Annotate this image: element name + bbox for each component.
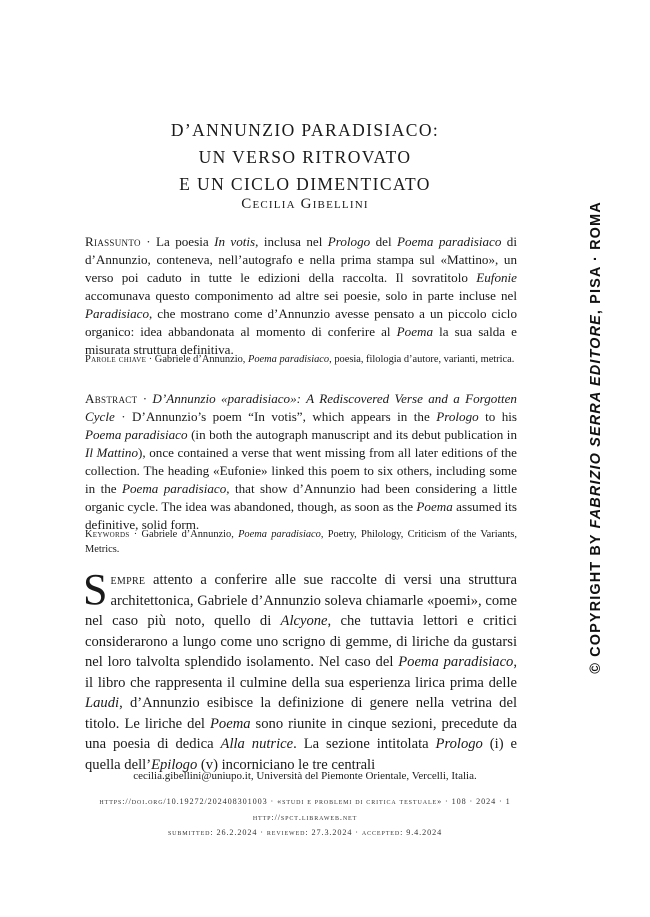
parole-chiave-label: Parole chiave xyxy=(85,354,147,365)
parole-chiave: Parole chiave · Gabriele d’Annunzio, Poema paradisiaco, poesia, filologia d’autore, varianti, metrica. xyxy=(85,354,515,365)
keywords-label: Keywords xyxy=(85,529,130,540)
copyright-notice: © COPYRIGHT BY FABRIZIO SERRA EDITORE, PISA · ROMA xyxy=(588,201,604,674)
article-title xyxy=(0,117,610,198)
author-name: Cecilia Gibellini xyxy=(241,196,369,212)
riassunto-label: Riassunto xyxy=(85,234,141,249)
abstract-paragraph: Abstract · D’Annunzio «paradisiaco»: A Rediscovered Verse and a Forgotten Cycle · D’Annunzio’s poem “In votis”, which appears in the Prologo to his Poema paradisiaco (in both the autograph manuscript and its debut publication in Il Mattino), once contained a verse that went missing from all later editions of the collection. The heading «Eufonie» linked this poem to six others, including some in the Poema paradisiaco, that show d’Annunzio had been considering a little organic cycle. The idea was abandoned, though, as soon as the Poema assumed its definitive, solid form. xyxy=(85,391,518,532)
submission-dates: submitted: 26.2.2024 · reviewed: 27.3.2024 · accepted: 9.4.2024 xyxy=(167,828,443,837)
title-line: UN VERSO RITROVATO xyxy=(198,147,412,167)
title-line: D’ANNUNZIO PARADISIACO: xyxy=(170,120,440,140)
title-line: E UN CICLO DIMENTICATO xyxy=(179,174,431,194)
drop-cap: S xyxy=(83,565,108,614)
keywords: Keywords · Gabriele d’Annunzio, Poema paradisiaco, Poetry, Philology, Criticism of the Variants, Metrics. xyxy=(85,529,517,555)
riassunto-paragraph: Riassunto · La poesia In votis, inclusa nel Prologo del Poema paradisiaco di d’Annunzio, conteneva, nell’autografo e nella prima stampa sul «Mattino», un verso poi caduto in tutte le edizioni della raccolta. Il sovratitolo Eufonie accomunava questo componimento ad altre sei poesie, solo in parte incluse nel Paradisiaco, che mostrano come d’Annunzio avesse pensato a un piccolo ciclo organico: idea abbandonata al momento di conferire al Poema la sua salda e misurata struttura definitiva. xyxy=(85,234,517,357)
author-affiliation-footnote: cecilia.gibellini@uniupo.it, Università del Piemonte Orientale, Vercelli, Italia. xyxy=(133,770,477,782)
abstract-label: Abstract xyxy=(85,391,138,406)
doi-line: https://doi.org/10.19272/202408301003 · «studi e problemi di critica testuale» · 108 · 2024 · 1 xyxy=(99,797,511,806)
journal-url: http://spct.libraweb.net xyxy=(252,813,358,822)
body-paragraph: Sempre attento a conferire alle sue raccolte di versi una struttura architettonica, Gabriele d’Annunzio soleva chiamarle «poemi», come nel caso più noto, quello di Alcyone, che tuttavia lettori e critici considerarono a lungo come uno scrigno di gemme, di liriche da gustarsi nel loro talvolta splendido isolamento. Nel caso del Poema paradisiaco, il libro che rappresenta il culmine della sua esperienza lirica prima delle Laudi, d’Annunzio esibisce la definizione di genere nella vetrina del titolo. Le liriche del Poema sono riunite in cinque sezioni, precedute da una poesia di dedica Alla nutrice. La sezione intitolata Prologo (i) e quella dell’Epilogo (v) incorniciano le tre centrali xyxy=(83,565,517,773)
